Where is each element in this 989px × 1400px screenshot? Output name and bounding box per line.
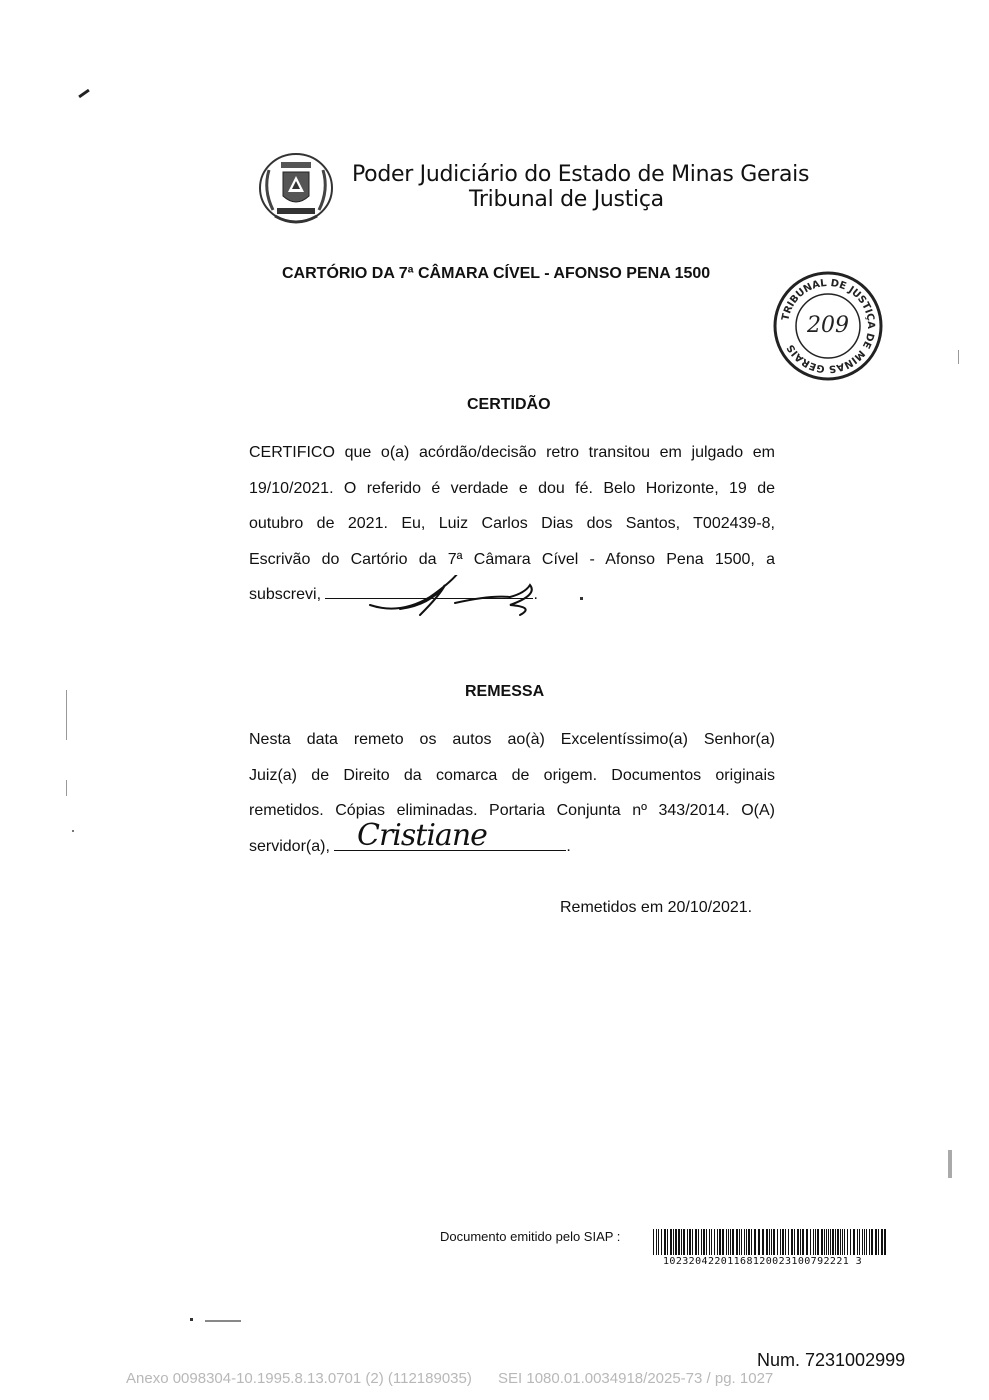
barcode-bar	[754, 1229, 756, 1255]
barcode-bar	[862, 1229, 863, 1255]
barcode-bar	[681, 1229, 682, 1255]
barcode-bar	[782, 1229, 784, 1255]
barcode-bar	[714, 1229, 715, 1255]
barcode-bar	[667, 1229, 668, 1255]
barcode-bar	[771, 1229, 772, 1255]
barcode-bar	[806, 1229, 808, 1255]
barcode-bar	[741, 1229, 742, 1255]
barcode-bar	[884, 1229, 886, 1255]
barcode-bar	[709, 1229, 710, 1255]
barcode-bar	[739, 1229, 740, 1255]
barcode-bar	[726, 1229, 727, 1255]
footer-watermark	[126, 1370, 773, 1387]
remessa-line: Nesta data remeto os autos ao(à) Excelentíssimo(a) Senhor(a)	[249, 731, 775, 748]
barcode-number: 10232042201168120023100792221 3	[663, 1256, 863, 1267]
barcode-bar	[844, 1229, 845, 1255]
barcode-bar	[751, 1229, 752, 1255]
barcode-bar	[788, 1229, 789, 1255]
footer-annex: Anexo 0098304-10.1995.8.13.0701 (2) (112189035)	[126, 1370, 472, 1387]
barcode-bar	[744, 1229, 745, 1255]
remessa-line: remetidos. Cópias eliminadas. Portaria Conjunta nº 343/2014. O(A)	[249, 802, 775, 819]
barcode-bar	[746, 1229, 747, 1255]
office-title: CARTÓRIO DA 7ª CÂMARA CÍVEL - AFONSO PENA 1500	[282, 265, 711, 282]
barcode-bar	[881, 1229, 883, 1255]
coat-of-arms-icon	[255, 150, 337, 230]
barcode-bar	[826, 1229, 827, 1255]
barcode-bar	[857, 1229, 858, 1255]
barcode-bar	[824, 1229, 825, 1255]
remetidos-date: Remetidos em 20/10/2021.	[560, 899, 753, 916]
barcode-bar	[791, 1229, 793, 1255]
certidao-title: CERTIDÃO	[467, 396, 551, 413]
barcode-bar	[732, 1229, 734, 1255]
barcode-bar	[664, 1229, 666, 1255]
barcode-bar	[692, 1229, 693, 1255]
barcode-bar	[866, 1229, 867, 1255]
remessa-title: REMESSA	[465, 683, 545, 700]
server-signature	[355, 812, 495, 860]
scrivener-signature	[360, 575, 550, 620]
remessa-signature-line: servidor(a), .	[249, 837, 571, 855]
barcode-bar	[653, 1229, 654, 1255]
barcode-bar	[830, 1229, 831, 1255]
siap-label: Documento emitido pelo SIAP :	[440, 1229, 621, 1244]
barcode-bar	[658, 1229, 659, 1255]
barcode-bar	[813, 1229, 814, 1255]
barcode-bar	[794, 1229, 795, 1255]
barcode-bar	[728, 1229, 729, 1255]
barcode-bar	[698, 1229, 699, 1255]
barcode-bar	[701, 1229, 702, 1255]
barcode-bar	[785, 1229, 786, 1255]
barcode-bar	[821, 1229, 823, 1255]
barcode-bar	[840, 1229, 841, 1255]
remessa-line: servidor(a),	[249, 837, 330, 855]
barcode-bar	[695, 1229, 697, 1255]
barcode-bar	[853, 1229, 855, 1255]
barcode-bar	[832, 1229, 834, 1255]
barcode-bar	[717, 1229, 718, 1255]
barcode-bar	[777, 1229, 778, 1255]
tribunal-name: Tribunal de Justiça	[469, 187, 664, 212]
barcode-bar	[859, 1229, 860, 1255]
certidao-signature-line: subscrevi, .	[249, 586, 538, 603]
barcode-bar	[842, 1229, 843, 1255]
barcode-bar	[706, 1229, 707, 1255]
barcode-bar	[711, 1229, 712, 1255]
barcode-bar	[800, 1229, 801, 1255]
barcode-bar	[762, 1229, 764, 1255]
barcode-bar	[687, 1229, 688, 1255]
barcode-bar	[828, 1229, 829, 1255]
barcode-bar	[835, 1229, 836, 1255]
barcode-bar	[773, 1229, 775, 1255]
barcode	[653, 1229, 887, 1255]
seal-page-number: 209	[807, 313, 849, 338]
barcode-bar	[670, 1229, 672, 1255]
footer-sei: SEI 1080.01.0034918/2025-73 / pg. 1027	[498, 1370, 774, 1387]
certidao-line: 19/10/2021. O referido é verdade e dou fé. Belo Horizonte, 19 de	[249, 479, 775, 497]
tribunal-seal	[772, 270, 884, 382]
certidao-line: CERTIFICO que o(a) acórdão/decisão retro transitou em julgado em	[249, 444, 775, 461]
document-number: Num. 7231002999	[757, 1350, 906, 1370]
barcode-bar	[817, 1229, 819, 1255]
certidao-line: Escrivão do Cartório da 7ª Câmara Cível - Afonso Pena 1500, a	[249, 550, 775, 568]
barcode-bar	[703, 1229, 705, 1255]
barcode-bar	[815, 1229, 816, 1255]
barcode-bar	[850, 1229, 851, 1255]
barcode-bar	[736, 1229, 738, 1255]
certidao-line: subscrevi,	[249, 586, 322, 603]
barcode-bar	[678, 1229, 680, 1255]
certidao-line: outubro de 2021. Eu, Luiz Carlos Dias dos Santos, T002439-8,	[249, 515, 775, 532]
court-name: Poder Judiciário do Estado de Minas Gerais	[352, 162, 810, 187]
barcode-bar	[837, 1229, 839, 1255]
seal-text: TRIBUNAL DE JUSTIÇA DE MINAS GERAIS	[780, 277, 877, 375]
remessa-line: Juiz(a) de Direito da comarca de origem. Documentos originais	[249, 766, 775, 784]
barcode-bar	[689, 1229, 691, 1255]
barcode-bar	[875, 1229, 877, 1255]
barcode-bar	[878, 1229, 879, 1255]
barcode-bar	[864, 1229, 865, 1255]
barcode-bar	[869, 1229, 870, 1255]
barcode-bar	[769, 1229, 770, 1255]
server-signature-name: Cristiane	[357, 818, 487, 853]
barcode-bar	[758, 1229, 760, 1255]
barcode-bar	[797, 1229, 799, 1255]
barcode-bar	[722, 1229, 724, 1255]
barcode-bar	[656, 1229, 657, 1255]
barcode-bar	[673, 1229, 674, 1255]
barcode-bar	[730, 1229, 731, 1255]
barcode-bar	[780, 1229, 781, 1255]
barcode-bar	[802, 1229, 804, 1255]
barcode-bar	[683, 1229, 685, 1255]
barcode-bar	[748, 1229, 750, 1255]
barcode-bar	[661, 1229, 662, 1255]
remessa-text	[249, 722, 775, 864]
barcode-bar	[719, 1229, 721, 1255]
barcode-bar	[766, 1229, 768, 1255]
barcode-bar	[871, 1229, 873, 1255]
barcode-bar	[847, 1229, 848, 1255]
barcode-bar	[810, 1229, 811, 1255]
barcode-bar	[675, 1229, 677, 1255]
